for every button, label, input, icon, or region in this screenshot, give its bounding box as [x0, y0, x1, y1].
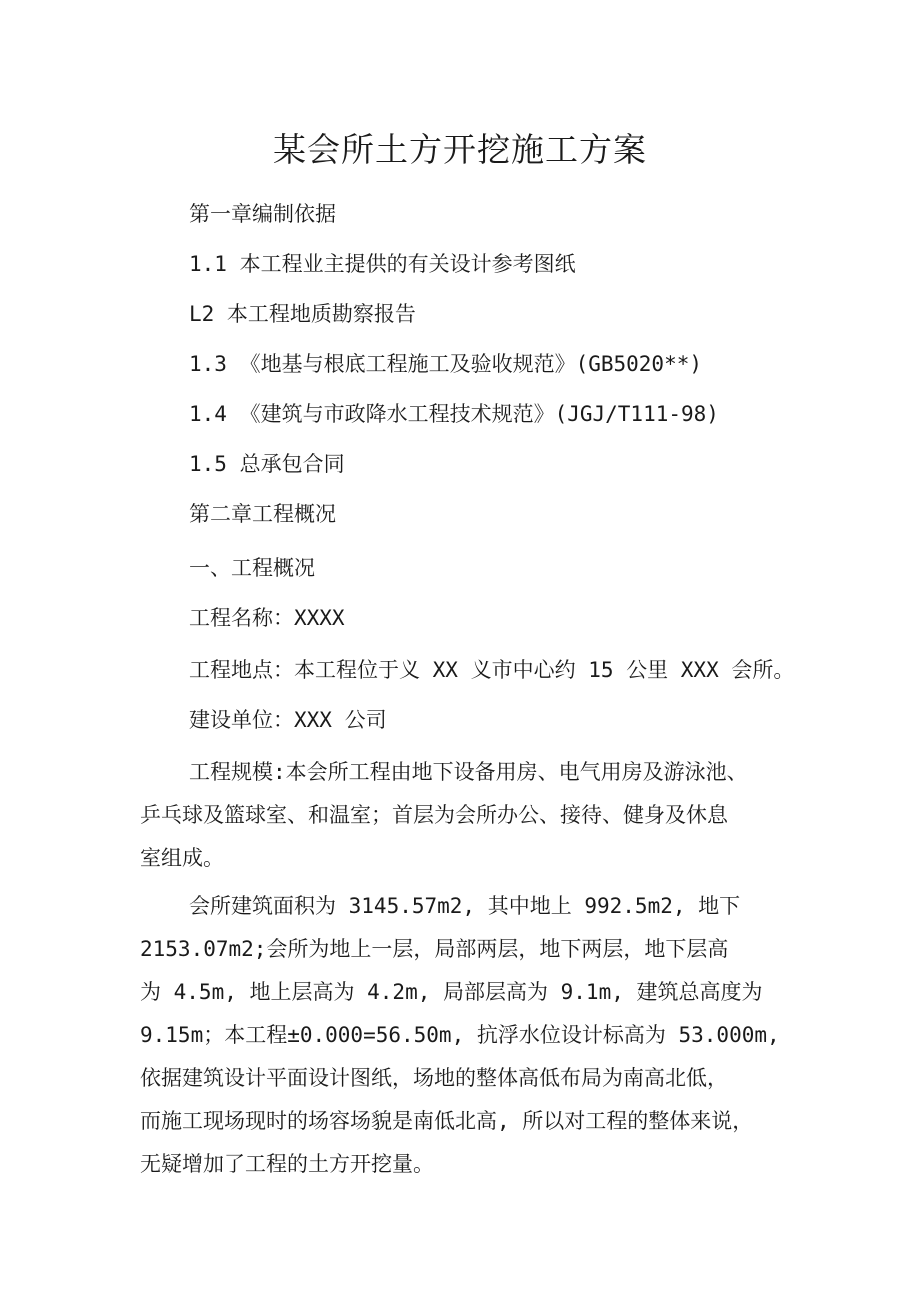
area-line-7: 无疑增加了工程的土方开挖量。 — [140, 1152, 434, 1176]
project-name: 工程名称：XXXX — [189, 606, 345, 630]
basis-item-3: 1.3 《地基与根底工程施工及验收规范》(GB5020**) — [189, 352, 703, 376]
project-location: 工程地点：本工程位于义 XX 义市中心约 15 公里 XXX 会所。 — [189, 658, 795, 682]
section1-heading: 一、工程概况 — [189, 556, 315, 580]
area-line-6: 而施工现场现时的场容场貌是南低北高, 所以对工程的整体来说， — [140, 1109, 754, 1133]
area-line-4: 9.15m；本工程±0.000=56.50m, 抗浮水位设计标高为 53.000m, — [140, 1023, 780, 1047]
document-title: 某会所土方开挖施工方案 — [273, 130, 647, 169]
basis-item-2: L2 本工程地质勘察报告 — [189, 302, 416, 326]
area-line-5: 依据建筑设计平面设计图纸，场地的整体高低布局为南高北低， — [140, 1066, 728, 1090]
basis-item-1: 1.1 本工程业主提供的有关设计参考图纸 — [189, 252, 576, 276]
building-area-paragraph — [140, 885, 800, 1186]
scale-line-1: 工程规模:本会所工程由地下设备用房、电气用房及游泳池、 — [189, 760, 748, 784]
area-line-3: 为 4.5m, 地上层高为 4.2m, 局部层高为 9.1m, 建筑总高度为 — [140, 980, 763, 1004]
area-line-1: 会所建筑面积为 3145.57m2, 其中地上 992.5m2, 地下 — [189, 894, 741, 918]
scale-line-3: 室组成。 — [140, 846, 224, 870]
project-scale-paragraph — [140, 751, 800, 880]
chapter2-heading: 第二章工程概况 — [189, 502, 336, 526]
construction-unit: 建设单位：XXX 公司 — [189, 708, 387, 732]
basis-item-5: 1.5 总承包合同 — [189, 452, 345, 476]
chapter1-heading: 第一章编制依据 — [189, 202, 336, 226]
basis-item-4: 1.4 《建筑与市政降水工程技术规范》(JGJ/T111-98) — [189, 402, 719, 426]
area-line-2: 2153.07m2;会所为地上一层，局部两层，地下两层，地下层高 — [140, 937, 729, 961]
scale-line-2: 乒乓球及篮球室、和温室；首层为会所办公、接待、健身及休息 — [140, 803, 728, 827]
